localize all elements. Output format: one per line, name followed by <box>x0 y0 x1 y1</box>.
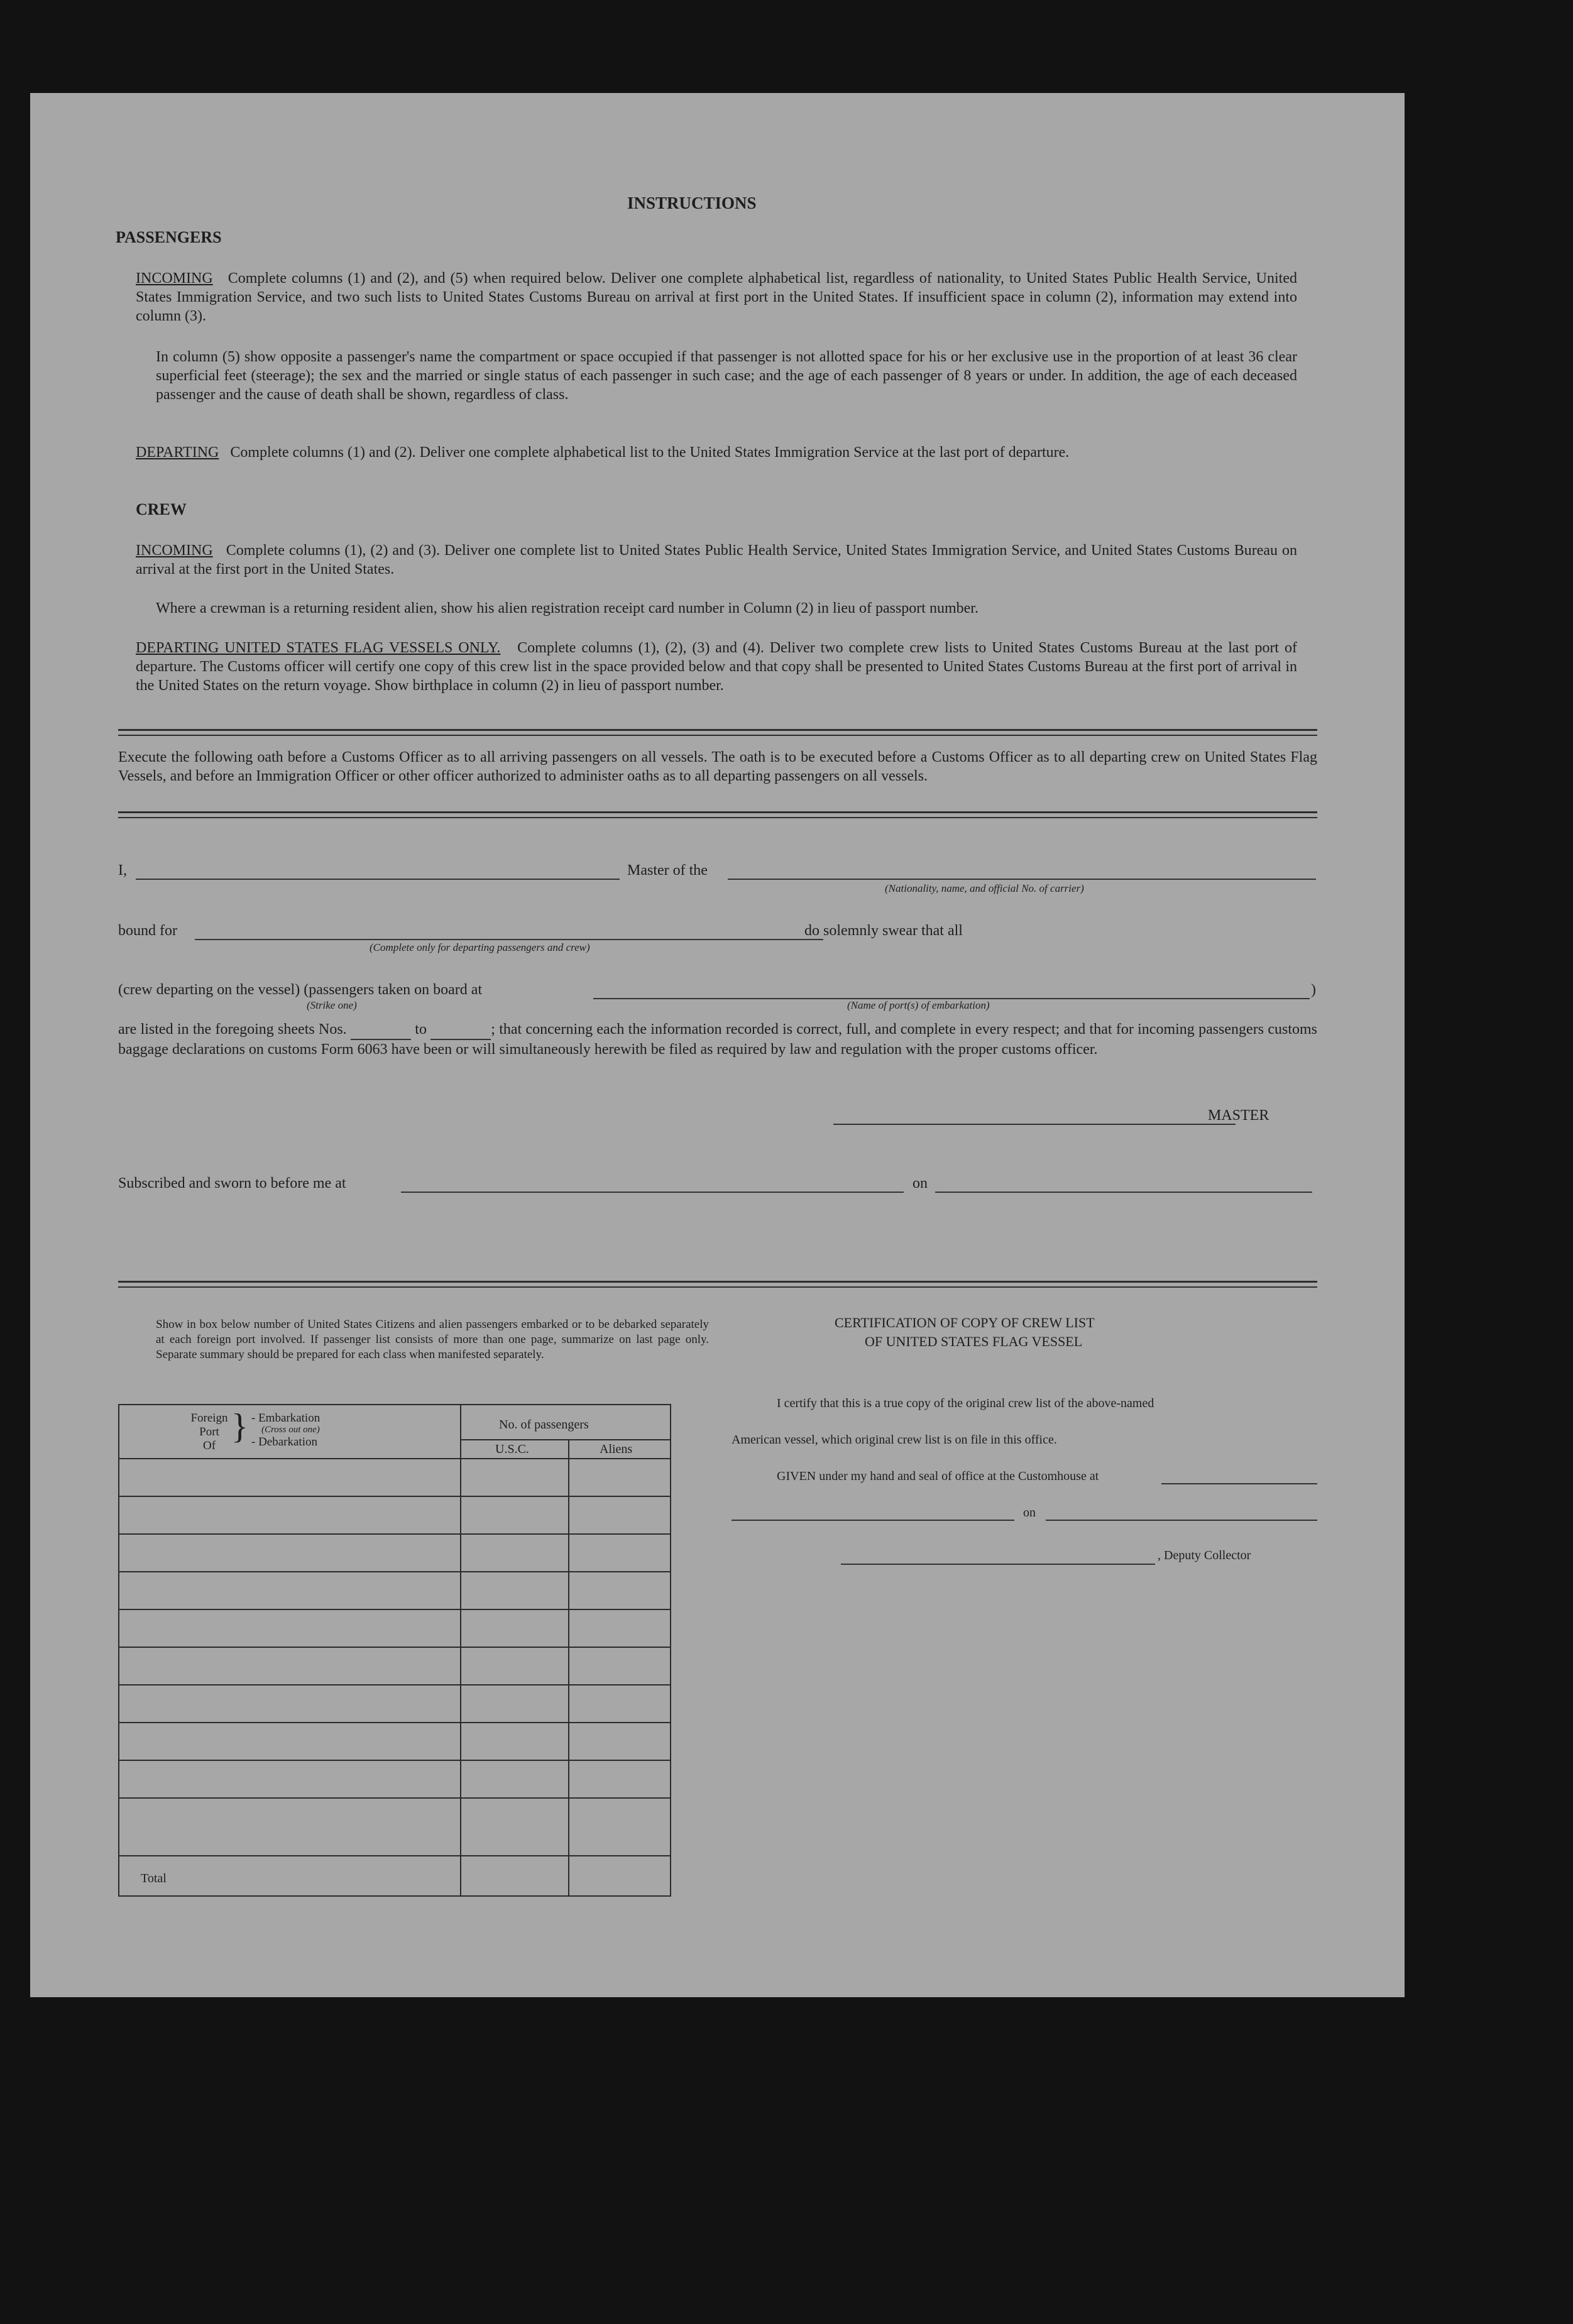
oath-name-field[interactable] <box>136 879 620 880</box>
certification-line2: American vessel, which original crew list is on file in this office. <box>732 1433 1057 1447</box>
bound-for-note: (Complete only for departing passengers and crew) <box>370 941 590 953</box>
subscribed-on-label: on <box>913 1175 928 1192</box>
subscribed-place-field[interactable] <box>401 1192 904 1193</box>
brace-glyph: } <box>231 1407 248 1446</box>
customhouse-field[interactable] <box>1161 1483 1317 1484</box>
port-note: (Name of port(s) of embarkation) <box>847 999 990 1011</box>
table-divider <box>119 1533 670 1535</box>
cross-out-note: (Cross out one) <box>261 1425 320 1435</box>
passengers-incoming-paragraph <box>136 269 1297 326</box>
table-divider <box>119 1684 670 1685</box>
embarkation-label: - Embarkation <box>251 1411 321 1425</box>
passengers-incoming-label: INCOMING <box>136 270 213 287</box>
sheet-from-field[interactable] <box>351 1020 411 1040</box>
table-divider <box>119 1647 670 1648</box>
section-divider <box>118 729 1317 736</box>
aliens-header: Aliens <box>600 1442 633 1456</box>
crew-incoming-paragraph <box>136 541 1297 579</box>
table-divider <box>119 1458 670 1459</box>
deputy-signature-field[interactable] <box>841 1564 1155 1565</box>
nationality-note: (Nationality, name, and official No. of carrier) <box>885 882 1084 894</box>
passengers-departing-text: Complete columns (1) and (2). Deliver one complete alphabetical list to the United States Immigration Service at the last port of departure. <box>230 444 1070 461</box>
no-passengers-header: No. of passengers <box>499 1418 589 1432</box>
usc-header: U.S.C. <box>495 1442 529 1456</box>
customhouse-field-cont[interactable] <box>732 1520 1014 1521</box>
summary-instructions: Show in box below number of United States Citizens and alien passengers embarked or to be debarked separately at each foreign port involved. If passenger list consists of more than one page, summarize on last page only. Separate summary should be prepared for each class when manifested separately. <box>156 1318 709 1361</box>
certification-title-line2: OF UNITED STATES FLAG VESSEL <box>865 1334 1083 1349</box>
oath-i-label: I, <box>118 862 127 879</box>
crew-incoming-text: Complete columns (1), (2) and (3). Deliver one complete list to United States Public Health Service, United States Immigration Service, and United States Customs Bureau on arrival at the first port in the United States. <box>136 542 1298 578</box>
table-divider <box>119 1855 670 1856</box>
of-label: Of <box>202 1439 216 1452</box>
debarkation-label: - Debarkation <box>251 1435 317 1449</box>
crew-heading: CREW <box>136 500 187 518</box>
table-divider <box>119 1760 670 1761</box>
oath-carrier-field[interactable] <box>728 879 1316 880</box>
crew-flag-vessel-paragraph <box>136 639 1297 695</box>
bound-for-field[interactable] <box>195 939 823 940</box>
foreign-port-of-label <box>187 1411 231 1453</box>
subscribed-label: Subscribed and sworn to before me at <box>118 1175 346 1192</box>
listed-pre-text: are listed in the foregoing sheets Nos. <box>118 1021 347 1038</box>
certification-on-label: on <box>1023 1506 1036 1520</box>
total-label: Total <box>141 1872 167 1885</box>
passengers-departing-label: DEPARTING <box>136 444 219 461</box>
table-divider <box>460 1439 670 1440</box>
close-paren: ) <box>1311 982 1316 998</box>
section-divider <box>118 811 1317 818</box>
master-signature-field[interactable] <box>833 1124 1236 1125</box>
certification-title-line1: CERTIFICATION OF COPY OF CREW LIST <box>835 1315 1095 1330</box>
section-divider <box>118 1281 1317 1288</box>
table-divider <box>568 1439 569 1895</box>
passenger-summary-table <box>118 1404 671 1897</box>
master-label: MASTER <box>1208 1107 1269 1124</box>
crew-alien-paragraph: Where a crewman is a returning resident alien, show his alien registration receipt card number in Column (2) in lieu of passport number. <box>156 600 978 617</box>
passengers-column5-paragraph: In column (5) show opposite a passenger's name the compartment or space occupied if that passenger is not allotted space for his or her exclusive use in the proportion of at least 36 clear superficial feet (steerage); the sex and the married or single status of each passenger in such case; and the age of each passenger of 8 years or under. In addition, the age of each deceased passenger and the cause of death shall be shown, regardless of class. <box>156 349 1297 403</box>
oath-intro-paragraph: Execute the following oath before a Customs Officer as to all arriving passengers on all vessels. The oath is to be executed before a Customs Officer as to all departing crew on United States Flag Vessels, and before an Immigration Officer or other officer authorized to administer oaths as to all departing passengers on all vessels. <box>118 749 1317 784</box>
listed-post-text: ; that concerning each the information recorded is correct, full, and complete in every respect; and that for incoming passengers customs baggage declarations on customs Form 6063 have been or will simultaneously herewith be filed as required by law and regulation with the proper customs officer. <box>118 1021 1318 1058</box>
deputy-collector-label: , Deputy Collector <box>1158 1548 1251 1562</box>
certification-date-field[interactable] <box>1046 1520 1317 1521</box>
table-divider <box>119 1496 670 1497</box>
bound-for-label: bound for <box>118 923 177 939</box>
certification-line1: I certify that this is a true copy of the original crew list of the above-named <box>777 1396 1154 1410</box>
certification-given: GIVEN under my hand and seal of office at the Customhouse at <box>777 1469 1099 1483</box>
swear-label: do solemnly swear that all <box>804 923 963 939</box>
oath-master-of-label: Master of the <box>627 862 708 879</box>
table-divider <box>119 1722 670 1723</box>
foreign-label: Foreign <box>190 1411 228 1425</box>
passengers-heading: PASSENGERS <box>116 228 222 246</box>
passengers-incoming-text: Complete columns (1) and (2), and (5) when required below. Deliver one complete alphabetical list, regardless of nationality, to United States Public Health Service, United States Immigration Service, and two such lists to United States Customs Bureau on arrival at first port in the United States. If insufficient space in column (2), information may extend into column (3). <box>136 270 1297 324</box>
crew-departing-label: (crew departing on the vessel) (passengers taken on board at <box>118 982 483 998</box>
page-title: INSTRUCTIONS <box>627 194 757 212</box>
subscribed-date-field[interactable] <box>935 1192 1312 1193</box>
listed-paragraph <box>118 1020 1317 1059</box>
crew-flag-vessel-label: DEPARTING UNITED STATES FLAG VESSELS ONLY. <box>136 640 501 656</box>
port-label: Port <box>199 1425 219 1439</box>
sheet-to-field[interactable] <box>430 1020 491 1040</box>
listed-to-text: to <box>415 1021 427 1038</box>
crew-flag-vessel-text: Complete columns (1), (2), (3) and (4). Deliver two complete crew lists to United States Customs Bureau at the last port of departure. The Customs officer will certify one copy of this crew list in the space provided below and that copy shall be presented to United States Customs Bureau at the first port of arrival in the United States on the return voyage. Show birthplace in column (2) in lieu of passport number. <box>136 640 1298 694</box>
table-divider <box>460 1405 461 1895</box>
table-divider <box>119 1797 670 1799</box>
strike-one-note: (Strike one) <box>307 999 357 1011</box>
table-divider <box>119 1571 670 1572</box>
document-page <box>30 93 1405 1997</box>
table-divider <box>119 1609 670 1610</box>
crew-incoming-label: INCOMING <box>136 542 213 559</box>
passengers-departing-paragraph <box>136 443 1297 462</box>
